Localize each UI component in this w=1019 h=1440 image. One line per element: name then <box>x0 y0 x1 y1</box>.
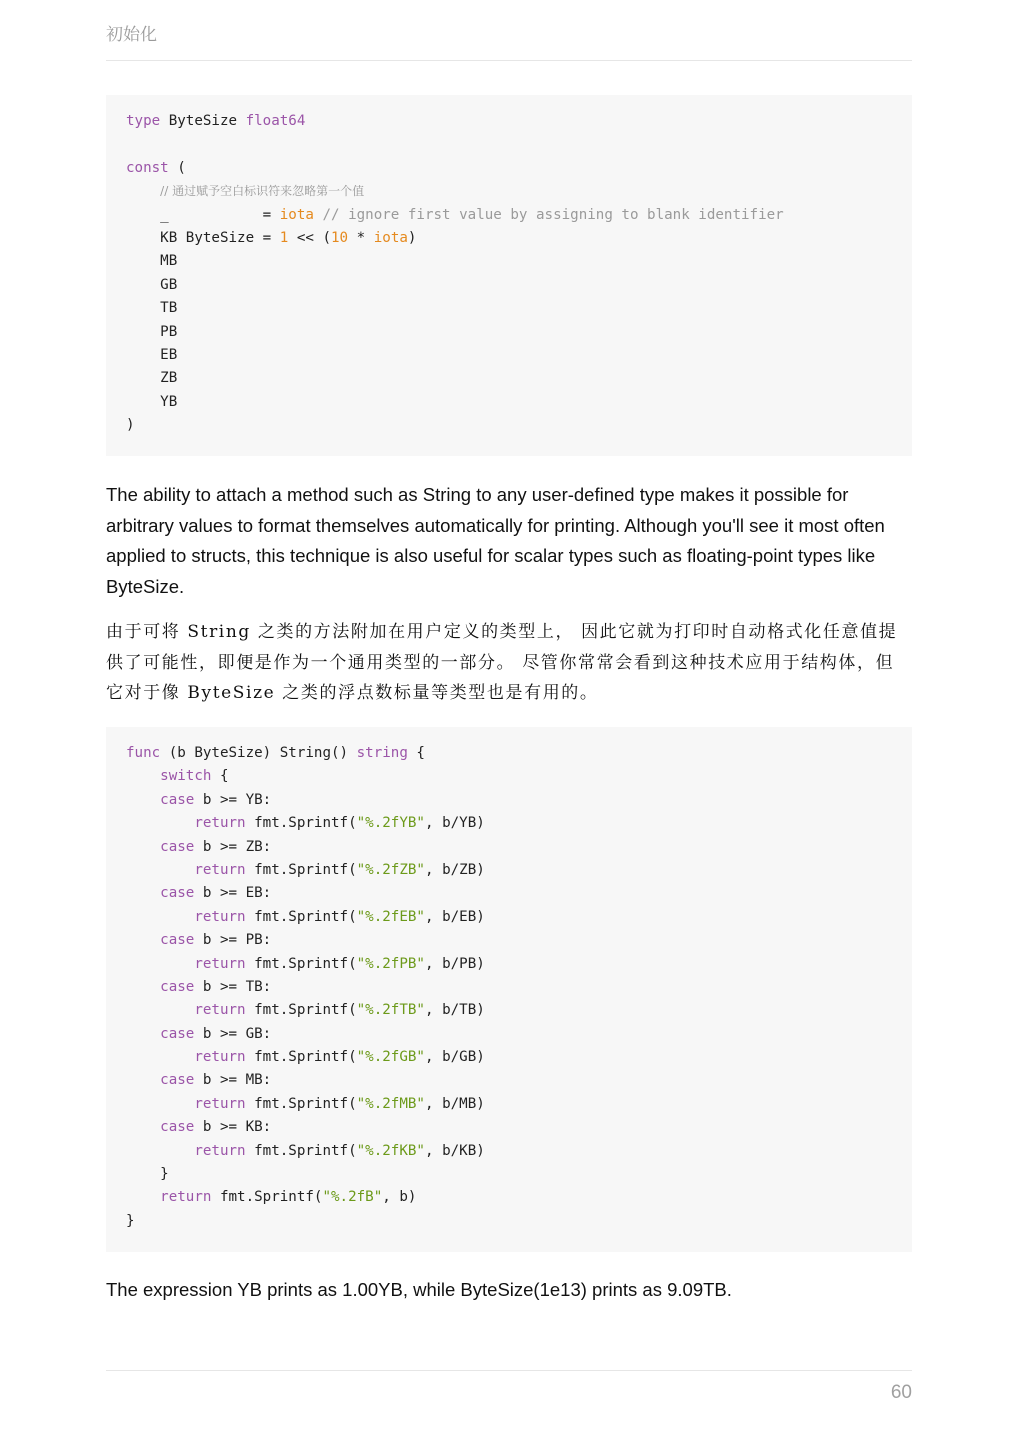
page-footer <box>106 1370 912 1403</box>
code-line: EB <box>126 346 178 363</box>
code-line: case b >= EB: <box>160 885 272 902</box>
code-line: YB <box>126 393 178 410</box>
code-line: return fmt.Sprintf("%.2fB", b) <box>160 1189 417 1206</box>
code-block-string-method <box>106 727 912 1252</box>
code-line: switch { <box>160 768 229 785</box>
code-line: case b >= PB: <box>160 932 272 949</box>
code-line: return fmt.Sprintf("%.2fKB", b/KB) <box>194 1142 485 1159</box>
code-line: TB <box>126 300 178 317</box>
code-line: return fmt.Sprintf("%.2fYB", b/YB) <box>194 815 485 832</box>
code-line <box>126 133 892 156</box>
code-line: _ = iota // ignore first value by assigning to blank identifier <box>126 206 784 223</box>
code-line: case b >= KB: <box>160 1119 272 1136</box>
paragraph-english-string-method: The ability to attach a method such as String to any user-defined type makes it possible for arbitrary values to format themselves automatically for printing. Although you'll see it most often applied to structs, this technique is also useful for scalar types such as floating-point types like ByteSize. <box>106 484 885 598</box>
code-line: func (b ByteSize) String() string { <box>126 745 425 761</box>
code-line: return fmt.Sprintf("%.2fZB", b/ZB) <box>194 861 485 878</box>
code-line: return fmt.Sprintf("%.2fMB", b/MB) <box>194 1095 485 1112</box>
code-line: // 通过赋予空白标识符来忽略第一个值 <box>160 184 365 199</box>
code-line: case b >= TB: <box>160 978 272 995</box>
code-line: } <box>126 1212 135 1229</box>
code-line: MB <box>126 253 178 270</box>
paragraph-chinese-string-method: 由于可将 String 之类的方法附加在用户定义的类型上， 因此它就为打印时自动格式化任意值提供了可能性，即便是作为一个通用类型的一部分。 尽管你常常会看到这种技术应用于结构体，但它对于像 ByteSize 之类的浮点数标量等类型也是有用的。 <box>106 622 898 704</box>
code-line: type ByteSize float64 <box>126 113 306 129</box>
page-number: 60 <box>890 1382 912 1403</box>
page-header <box>106 22 912 61</box>
code-block-bytesize-const <box>106 95 912 456</box>
code-line: return fmt.Sprintf("%.2fEB", b/EB) <box>194 908 485 925</box>
code-line: const ( <box>126 159 186 176</box>
code-line: case b >= MB: <box>160 1072 272 1089</box>
chapter-title: 初始化 <box>106 25 157 45</box>
code-line: GB <box>126 276 178 293</box>
code-line: ) <box>126 417 135 434</box>
code-line: PB <box>126 323 178 340</box>
code-line: case b >= GB: <box>160 1025 272 1042</box>
paragraph-expression-result: The expression YB prints as 1.00YB, while ByteSize(1e13) prints as 9.09TB. <box>106 1279 732 1300</box>
code-line: } <box>126 1166 169 1183</box>
code-line: return fmt.Sprintf("%.2fGB", b/GB) <box>194 1049 485 1066</box>
code-line: return fmt.Sprintf("%.2fPB", b/PB) <box>194 955 485 972</box>
code-line: case b >= ZB: <box>160 838 272 855</box>
code-line: ZB <box>126 370 178 387</box>
code-line: return fmt.Sprintf("%.2fTB", b/TB) <box>194 1002 485 1019</box>
code-line: case b >= YB: <box>160 791 272 808</box>
code-line: KB ByteSize = 1 << (10 * iota) <box>126 229 417 246</box>
